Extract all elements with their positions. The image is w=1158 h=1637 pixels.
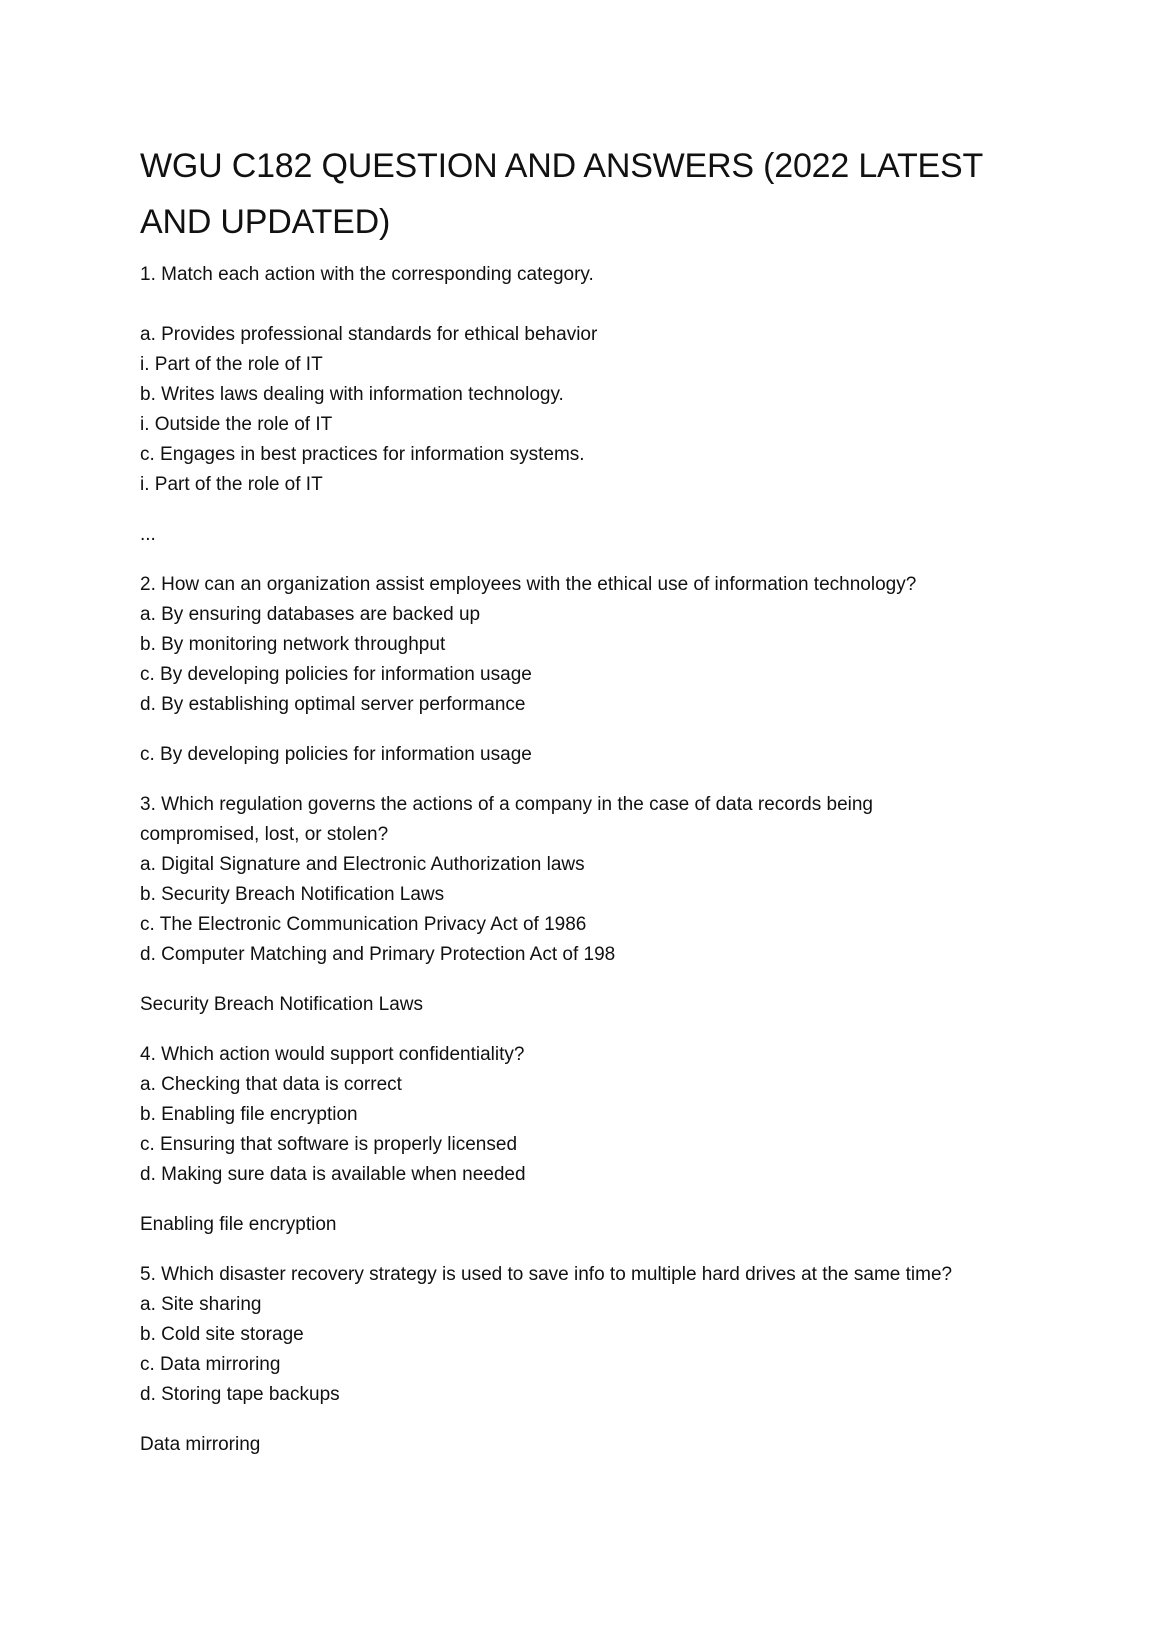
- option-line: c. Engages in best practices for information systems.: [140, 444, 585, 465]
- question-prompt: 1. Match each action with the corresponding category.: [140, 264, 594, 285]
- question-4: [140, 1040, 1040, 1240]
- option-line: c. By developing policies for information usage: [140, 664, 532, 685]
- option-line: i. Part of the role of IT: [140, 474, 323, 495]
- question-1: [140, 260, 1040, 550]
- answer-text: c. By developing policies for information usage: [140, 744, 532, 765]
- option-line: a. Provides professional standards for ethical behavior: [140, 324, 598, 345]
- question-2: [140, 570, 1040, 770]
- question-5: [140, 1260, 1040, 1460]
- option-line: d. Computer Matching and Primary Protection Act of 198: [140, 944, 616, 965]
- question-prompt: 4. Which action would support confidentiality?: [140, 1044, 525, 1065]
- option-line: d. Storing tape backups: [140, 1384, 340, 1405]
- option-line: b. Enabling file encryption: [140, 1104, 358, 1125]
- option-line: b. Cold site storage: [140, 1324, 304, 1345]
- option-line: a. Checking that data is correct: [140, 1074, 402, 1095]
- question-prompt: 5. Which disaster recovery strategy is used to save info to multiple hard drives at the same time?: [140, 1264, 953, 1285]
- option-line: d. By establishing optimal server performance: [140, 694, 526, 715]
- document-page: [140, 138, 1040, 1460]
- option-line: a. Digital Signature and Electronic Authorization laws: [140, 854, 585, 875]
- answer-text: Enabling file encryption: [140, 1214, 337, 1235]
- option-line: b. By monitoring network throughput: [140, 634, 446, 655]
- page-title: WGU C182 QUESTION AND ANSWERS (2022 LATEST AND UPDATED): [140, 147, 983, 241]
- question-prompt: 3. Which regulation governs the actions of a company in the case of data records being compromised, lost, or stolen?: [140, 794, 873, 845]
- option-line: c. The Electronic Communication Privacy Act of 1986: [140, 914, 587, 935]
- option-line: i. Outside the role of IT: [140, 414, 333, 435]
- question-3: [140, 790, 1040, 1020]
- option-line: c. Data mirroring: [140, 1354, 281, 1375]
- question-prompt: 2. How can an organization assist employees with the ethical use of information technology?: [140, 574, 917, 595]
- option-line: b. Security Breach Notification Laws: [140, 884, 445, 905]
- option-line: a. By ensuring databases are backed up: [140, 604, 481, 625]
- answer-text: Data mirroring: [140, 1434, 261, 1455]
- option-line: d. Making sure data is available when needed: [140, 1164, 526, 1185]
- option-line: c. Ensuring that software is properly licensed: [140, 1134, 518, 1155]
- answer-text: Security Breach Notification Laws: [140, 994, 424, 1015]
- answer-text: ...: [140, 524, 156, 545]
- option-line: b. Writes laws dealing with information technology.: [140, 384, 564, 405]
- option-line: a. Site sharing: [140, 1294, 262, 1315]
- option-line: i. Part of the role of IT: [140, 354, 323, 375]
